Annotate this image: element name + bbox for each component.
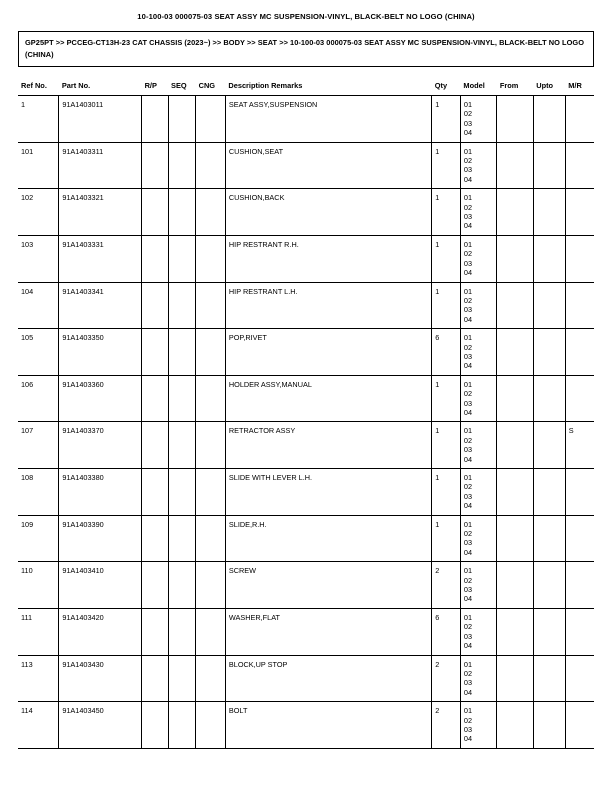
cell-mr — [565, 142, 594, 189]
cell-ref: 113 — [18, 655, 59, 702]
cell-model — [460, 96, 496, 143]
cell-cng — [196, 422, 226, 469]
column-header-rp: R/P — [142, 81, 168, 96]
model-code: 01 — [463, 286, 473, 296]
column-header-mr: M/R — [565, 81, 594, 96]
cell-cng — [196, 702, 226, 749]
model-code: 01 — [463, 566, 473, 576]
cell-part: 91A1403321 — [59, 189, 142, 236]
table-row[interactable] — [18, 608, 594, 655]
cell-upto — [533, 702, 565, 749]
table-header-row — [18, 81, 594, 96]
model-code: 04 — [463, 734, 473, 744]
cell-from — [497, 608, 533, 655]
model-code: 03 — [463, 398, 473, 408]
cell-from — [497, 562, 533, 609]
parts-table — [18, 81, 594, 749]
cell-mr — [565, 702, 594, 749]
cell-cng — [196, 515, 226, 562]
cell-rp — [142, 608, 168, 655]
model-code: 03 — [463, 165, 473, 175]
cell-seq — [168, 608, 196, 655]
cell-model — [460, 562, 496, 609]
cell-ref: 107 — [18, 422, 59, 469]
cell-model — [460, 515, 496, 562]
table-row[interactable] — [18, 189, 594, 236]
cell-part: 91A1403390 — [59, 515, 142, 562]
cell-model — [460, 422, 496, 469]
cell-ref: 110 — [18, 562, 59, 609]
column-header-from: From — [497, 81, 533, 96]
cell-rp — [142, 562, 168, 609]
cell-rp — [142, 655, 168, 702]
model-code: 01 — [463, 239, 473, 249]
cell-qty: 1 — [432, 422, 461, 469]
cell-seq — [168, 329, 196, 376]
table-row[interactable] — [18, 142, 594, 189]
cell-rp — [142, 189, 168, 236]
cell-model — [460, 235, 496, 282]
cell-model — [460, 189, 496, 236]
cell-description: WASHER,FLAT — [225, 608, 431, 655]
column-header-part: Part No. — [59, 81, 142, 96]
cell-from — [497, 655, 533, 702]
model-code: 02 — [463, 575, 473, 585]
model-code: 02 — [463, 249, 473, 259]
model-code: 04 — [463, 687, 473, 697]
cell-seq — [168, 189, 196, 236]
table-body — [18, 96, 594, 749]
cell-rp — [142, 96, 168, 143]
cell-upto — [533, 562, 565, 609]
table-row[interactable] — [18, 375, 594, 422]
cell-rp — [142, 235, 168, 282]
cell-seq — [168, 96, 196, 143]
cell-rp — [142, 142, 168, 189]
cell-cng — [196, 96, 226, 143]
cell-mr — [565, 608, 594, 655]
model-code: 01 — [463, 333, 473, 343]
cell-qty: 1 — [432, 469, 461, 516]
cell-cng — [196, 282, 226, 329]
column-header-upto: Upto — [533, 81, 565, 96]
cell-part: 91A1403370 — [59, 422, 142, 469]
cell-part: 91A1403410 — [59, 562, 142, 609]
cell-upto — [533, 282, 565, 329]
cell-ref: 108 — [18, 469, 59, 516]
cell-description: RETRACTOR ASSY — [225, 422, 431, 469]
cell-description: SCREW — [225, 562, 431, 609]
cell-from — [497, 189, 533, 236]
cell-ref: 102 — [18, 189, 59, 236]
cell-from — [497, 702, 533, 749]
cell-from — [497, 329, 533, 376]
model-code: 01 — [463, 659, 473, 669]
model-code: 03 — [463, 724, 473, 734]
cell-qty: 1 — [432, 189, 461, 236]
cell-part: 91A1403380 — [59, 469, 142, 516]
cell-upto — [533, 142, 565, 189]
cell-rp — [142, 702, 168, 749]
cell-qty: 1 — [432, 142, 461, 189]
model-code: 04 — [463, 641, 473, 651]
model-code: 01 — [463, 193, 473, 203]
cell-description: HOLDER ASSY,MANUAL — [225, 375, 431, 422]
cell-mr — [565, 189, 594, 236]
cell-description: SLIDE WITH LEVER L.H. — [225, 469, 431, 516]
cell-model — [460, 142, 496, 189]
model-code: 03 — [463, 305, 473, 315]
table-row[interactable] — [18, 469, 594, 516]
cell-description: HIP RESTRANT L.H. — [225, 282, 431, 329]
cell-description: CUSHION,BACK — [225, 189, 431, 236]
cell-qty: 2 — [432, 562, 461, 609]
cell-cng — [196, 142, 226, 189]
column-header-cng: CNG — [196, 81, 226, 96]
model-code: 03 — [463, 445, 473, 455]
cell-ref: 103 — [18, 235, 59, 282]
model-code: 03 — [463, 631, 473, 641]
cell-part: 91A1403011 — [59, 96, 142, 143]
model-code: 01 — [463, 100, 473, 109]
cell-qty: 1 — [432, 375, 461, 422]
table-row[interactable] — [18, 562, 594, 609]
cell-cng — [196, 329, 226, 376]
table-row[interactable] — [18, 422, 594, 469]
cell-part: 91A1403311 — [59, 142, 142, 189]
cell-model — [460, 469, 496, 516]
cell-description: SEAT ASSY,SUSPENSION — [225, 96, 431, 143]
cell-rp — [142, 282, 168, 329]
model-code: 03 — [463, 118, 473, 128]
model-code: 01 — [463, 706, 473, 716]
cell-seq — [168, 515, 196, 562]
breadcrumb: GP25PT >> PCCEG-CT13H-23 CAT CHASSIS (2023~) >> BODY >> SEAT >> 10-100-03 000075-03 SEAT ASSY MC SUSPENSION-VINYL, BLACK-BELT NO LOGO (CHINA) — [25, 38, 584, 59]
cell-mr — [565, 329, 594, 376]
model-code: 04 — [463, 314, 473, 324]
model-code: 04 — [463, 407, 473, 417]
cell-cng — [196, 375, 226, 422]
cell-model — [460, 329, 496, 376]
model-code: 04 — [463, 594, 473, 604]
cell-part: 91A1403341 — [59, 282, 142, 329]
cell-seq — [168, 422, 196, 469]
model-code: 01 — [463, 379, 473, 389]
cell-rp — [142, 469, 168, 516]
model-code: 02 — [463, 389, 473, 399]
cell-description: HIP RESTRANT R.H. — [225, 235, 431, 282]
cell-part: 91A1403360 — [59, 375, 142, 422]
cell-rp — [142, 515, 168, 562]
cell-ref: 106 — [18, 375, 59, 422]
cell-upto — [533, 655, 565, 702]
cell-ref: 109 — [18, 515, 59, 562]
cell-cng — [196, 608, 226, 655]
model-code: 02 — [463, 529, 473, 539]
model-code: 03 — [463, 491, 473, 501]
cell-mr — [565, 375, 594, 422]
table-header — [18, 81, 594, 96]
cell-from — [497, 282, 533, 329]
model-code: 02 — [463, 435, 473, 445]
cell-cng — [196, 469, 226, 516]
cell-qty: 1 — [432, 96, 461, 143]
cell-qty: 1 — [432, 515, 461, 562]
cell-upto — [533, 469, 565, 516]
cell-upto — [533, 96, 565, 143]
model-code: 04 — [463, 221, 473, 231]
model-code: 02 — [463, 622, 473, 632]
cell-seq — [168, 469, 196, 516]
table-row[interactable] — [18, 702, 594, 749]
cell-cng — [196, 562, 226, 609]
cell-upto — [533, 329, 565, 376]
cell-seq — [168, 142, 196, 189]
model-code: 02 — [463, 295, 473, 305]
model-code: 01 — [463, 519, 473, 529]
model-code: 02 — [463, 482, 473, 492]
table-row[interactable] — [18, 515, 594, 562]
cell-part: 91A1403430 — [59, 655, 142, 702]
page-title: 10-100-03 000075-03 SEAT ASSY MC SUSPENSION-VINYL, BLACK-BELT NO LOGO (CHINA) — [137, 12, 475, 21]
table-row[interactable] — [18, 96, 594, 143]
cell-upto — [533, 189, 565, 236]
cell-part: 91A1403331 — [59, 235, 142, 282]
column-header-description: Description Remarks — [225, 81, 431, 96]
cell-upto — [533, 235, 565, 282]
model-code: 01 — [463, 612, 473, 622]
cell-model — [460, 375, 496, 422]
table-row[interactable] — [18, 282, 594, 329]
cell-from — [497, 96, 533, 143]
cell-rp — [142, 422, 168, 469]
cell-seq — [168, 375, 196, 422]
cell-rp — [142, 375, 168, 422]
column-header-seq: SEQ — [168, 81, 196, 96]
column-header-model: Model — [460, 81, 496, 96]
model-code: 03 — [463, 538, 473, 548]
model-code: 04 — [463, 361, 473, 371]
column-header-qty: Qty — [432, 81, 461, 96]
cell-description: CUSHION,SEAT — [225, 142, 431, 189]
cell-cng — [196, 189, 226, 236]
cell-from — [497, 469, 533, 516]
cell-seq — [168, 702, 196, 749]
cell-qty: 6 — [432, 608, 461, 655]
model-code: 03 — [463, 585, 473, 595]
cell-cng — [196, 655, 226, 702]
table-row[interactable] — [18, 329, 594, 376]
cell-seq — [168, 282, 196, 329]
cell-model — [460, 655, 496, 702]
cell-mr — [565, 282, 594, 329]
cell-ref: 101 — [18, 142, 59, 189]
column-header-ref: Ref No. — [18, 81, 59, 96]
cell-description: POP,RIVET — [225, 329, 431, 376]
cell-part: 91A1403350 — [59, 329, 142, 376]
cell-description: SLIDE,R.H. — [225, 515, 431, 562]
model-code: 04 — [463, 454, 473, 464]
model-code: 02 — [463, 668, 473, 678]
model-code: 04 — [463, 174, 473, 184]
model-code: 02 — [463, 156, 473, 166]
model-code: 04 — [463, 128, 473, 138]
cell-qty: 1 — [432, 282, 461, 329]
cell-part: 91A1403450 — [59, 702, 142, 749]
cell-seq — [168, 235, 196, 282]
cell-qty: 2 — [432, 702, 461, 749]
cell-from — [497, 142, 533, 189]
cell-qty: 1 — [432, 235, 461, 282]
breadcrumb-container — [18, 31, 594, 67]
model-code: 02 — [463, 202, 473, 212]
cell-ref: 104 — [18, 282, 59, 329]
cell-from — [497, 515, 533, 562]
cell-description: BLOCK,UP STOP — [225, 655, 431, 702]
cell-ref: 114 — [18, 702, 59, 749]
cell-upto — [533, 422, 565, 469]
cell-mr — [565, 655, 594, 702]
model-code: 01 — [463, 473, 473, 482]
model-code: 01 — [463, 146, 473, 156]
cell-mr — [565, 96, 594, 143]
table-row[interactable] — [18, 655, 594, 702]
cell-ref: 1 — [18, 96, 59, 143]
model-code: 03 — [463, 678, 473, 688]
model-code: 01 — [463, 426, 473, 436]
cell-rp — [142, 329, 168, 376]
model-code: 02 — [463, 342, 473, 352]
cell-seq — [168, 655, 196, 702]
cell-mr — [565, 469, 594, 516]
cell-mr — [565, 235, 594, 282]
cell-upto — [533, 608, 565, 655]
model-code: 03 — [463, 351, 473, 361]
cell-from — [497, 422, 533, 469]
cell-mr: S — [565, 422, 594, 469]
cell-model — [460, 702, 496, 749]
cell-part: 91A1403420 — [59, 608, 142, 655]
cell-qty: 2 — [432, 655, 461, 702]
model-code: 02 — [463, 109, 473, 119]
table-row[interactable] — [18, 235, 594, 282]
cell-mr — [565, 562, 594, 609]
cell-ref: 105 — [18, 329, 59, 376]
cell-description: BOLT — [225, 702, 431, 749]
cell-ref: 111 — [18, 608, 59, 655]
model-code: 03 — [463, 258, 473, 268]
cell-mr — [565, 515, 594, 562]
cell-seq — [168, 562, 196, 609]
model-code: 04 — [463, 547, 473, 557]
model-code: 02 — [463, 715, 473, 725]
model-code: 04 — [463, 268, 473, 278]
cell-qty: 6 — [432, 329, 461, 376]
cell-model — [460, 282, 496, 329]
cell-upto — [533, 375, 565, 422]
cell-model — [460, 608, 496, 655]
model-code: 03 — [463, 212, 473, 222]
cell-upto — [533, 515, 565, 562]
cell-from — [497, 235, 533, 282]
cell-cng — [196, 235, 226, 282]
cell-from — [497, 375, 533, 422]
model-code: 04 — [463, 501, 473, 511]
